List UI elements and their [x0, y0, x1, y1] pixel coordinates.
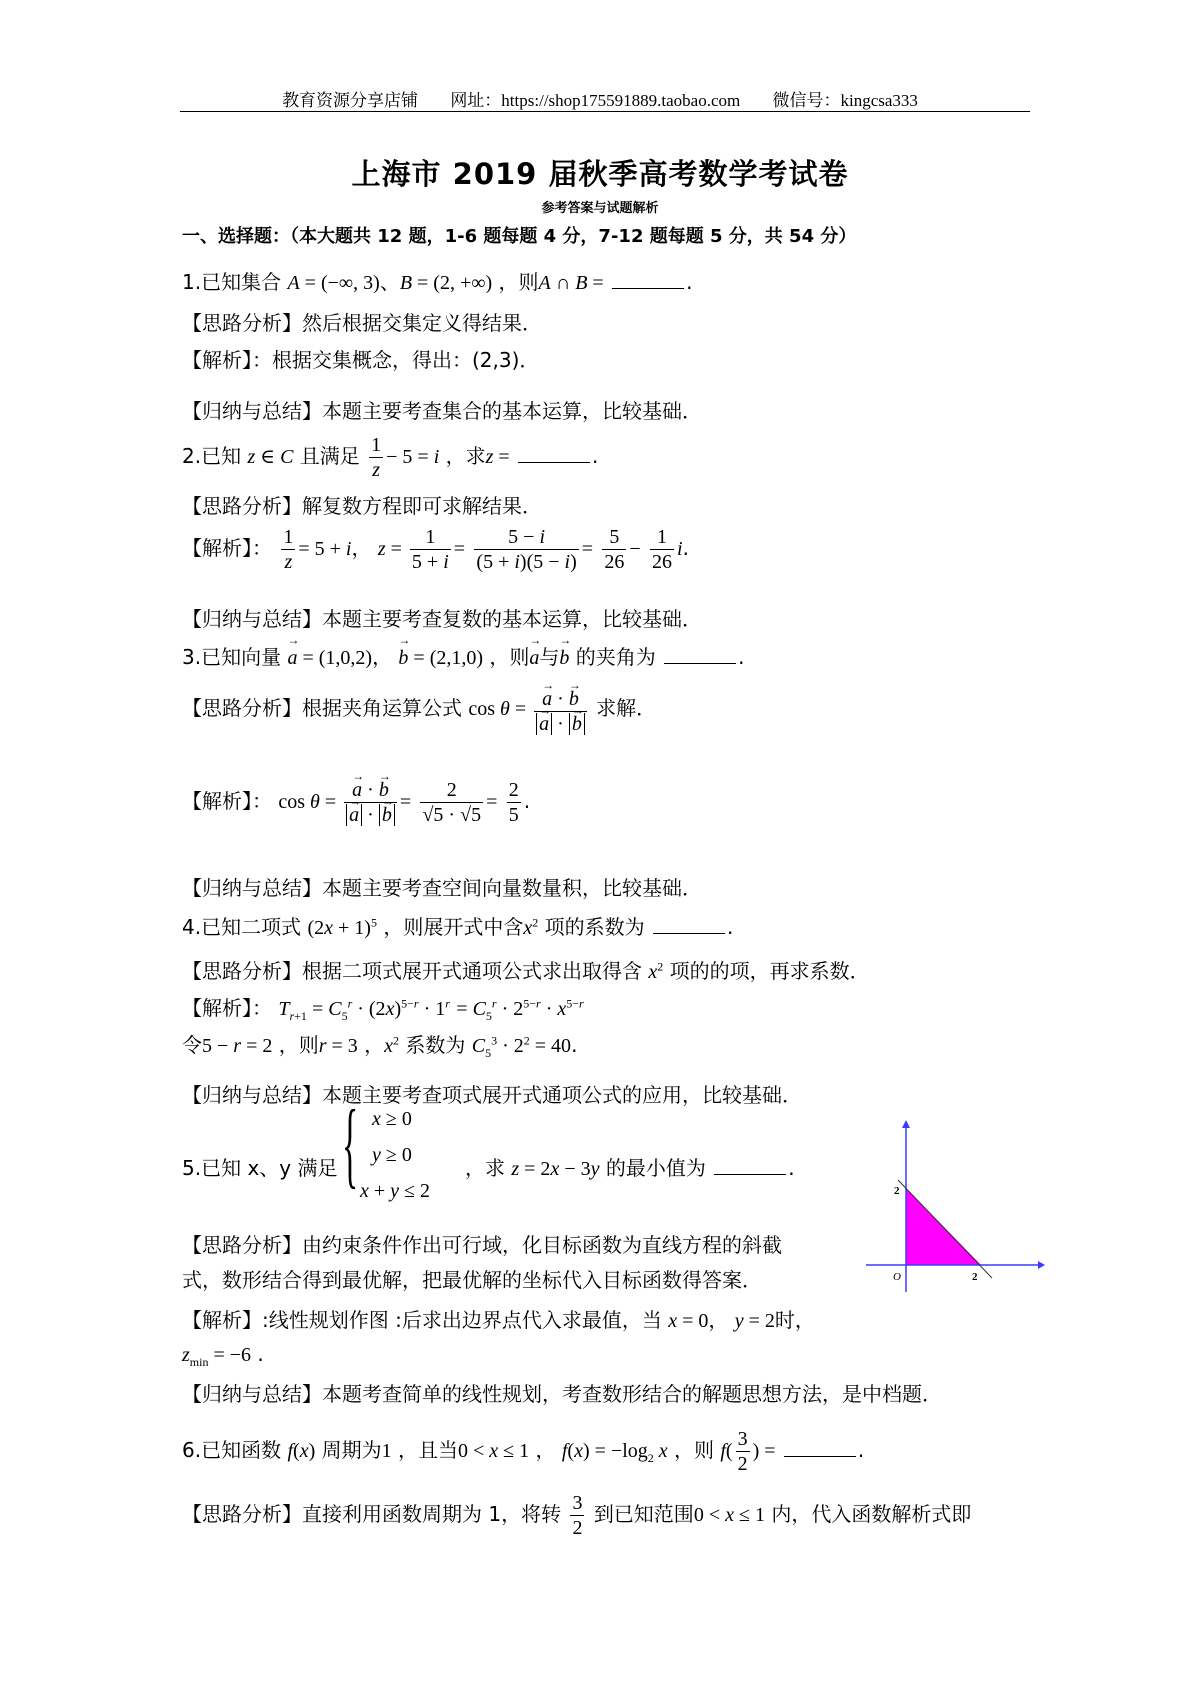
y-axis-arrow [902, 1120, 910, 1128]
q4-summary: 【归纳与总结】本题主要考查项式展开式通项公式的应用，比较基础． [182, 1083, 802, 1107]
q6-stem: 6.已知函数 f(x) 周期为1 ，且当0 < x ≤ 1 ， $f(x) = -\log_2$ x ，则 f( $\frac{3}{2}$ ) = . [182, 1428, 865, 1475]
q5-stem: 5.已知 x、y 满足 [182, 1156, 338, 1180]
q4-solution-line2: 令5 − r = 2 ，则r = 3 ，$x^2$ 系数为 $C_5^3 \cdot 2^2 = 40$. [182, 1033, 578, 1060]
q3-stem: 3.已知向量 → a = (1,0,2)， → b = (2,1,0) ，则→ a与→ b 的夹角为 . [182, 641, 744, 670]
answer-blank [784, 1455, 856, 1457]
q5-analysis: 【思路分析】由约束条件作出可行域，化目标函数为直线方程的斜截 [182, 1233, 782, 1257]
q3-summary: 【归纳与总结】本题主要考查空间向量数量积，比较基础． [182, 876, 702, 900]
q1-stem: 1.已知集合 A = (−∞, 3)、B = (2, +∞) ，则A ∩ B = . [182, 270, 693, 294]
x-tick-label: 2 [972, 1271, 978, 1283]
q5-stem-tail: ，求 z = 2x − 3y 的最小值为 . [465, 1156, 795, 1180]
answer-blank [653, 932, 725, 934]
brace: { [342, 1090, 359, 1197]
q2-solution: 【解析】： $\frac{1}{z}$ = 5 + i， z = $\frac{1}{5 + i}$ = $\frac{5 - i}{(5 + i)(5 - i)}$ = $\frac{5}{26}$ − $\frac{1}{26}$ i. [182, 526, 689, 573]
answer-blank [664, 662, 736, 664]
feasible-region-graph [860, 1120, 1045, 1295]
origin-label: O [893, 1271, 901, 1283]
q1-summary: 【归纳与总结】本题主要考查集合的基本运算，比较基础． [182, 399, 702, 423]
answer-blank [518, 461, 590, 463]
q1-solution: 【解析】：根据交集概念，得出：(2,3)． [182, 348, 540, 372]
page-subtitle: 参考答案与试题解析 [541, 201, 659, 216]
q5-solution: 【解析】:线性规划作图 :后求出边界点代入求最值，当 x = 0， y = 2时， [182, 1308, 815, 1332]
q6-analysis: 【思路分析】直接利用函数周期为 1，将转 $\frac{3}{2}$ 到已知范围0 < x ≤ 1 内，代入函数解析式即 [182, 1492, 972, 1539]
y-tick-label: 2 [894, 1185, 900, 1197]
header-wechat: 微信号：kingcsa333 [772, 91, 918, 110]
q2-summary: 【归纳与总结】本题主要考查复数的基本运算，比较基础． [182, 607, 702, 631]
q2-analysis: 【思路分析】解复数方程即可求解结果． [182, 494, 542, 518]
header-rule [180, 111, 1030, 112]
q5-analysis-2: 式，数形结合得到最优解，把最优解的坐标代入目标函数得答案． [182, 1268, 762, 1292]
page-header [0, 86, 1200, 111]
q5-solution-2: $z_{min} = -6$ . [182, 1342, 264, 1369]
q3-solution: 【解析】： cos θ = → a · → b → a · → b = $\frac{2}{√5 \cdot √5}$ = $\frac{2}{5}$ . [182, 778, 530, 827]
page-title: 上海市 2019 届秋季高考数学考试卷 [351, 157, 849, 191]
x-axis-arrow [1038, 1261, 1045, 1269]
q1-analysis: 【思路分析】然后根据交集定义得结果． [182, 311, 542, 335]
q4-stem: 4.已知二项式 $(2x + 1)^5$ ，则展开式中含$x^2$ 项的系数为 . [182, 915, 734, 939]
q3-analysis: 【思路分析】根据夹角运算公式 cos θ = → a · → b → a · → b 求解． [182, 683, 656, 736]
q5-summary: 【归纳与总结】本题考查简单的线性规划，考查数形结合的解题思想方法，是中档题． [182, 1382, 942, 1406]
header-site: 网址：https://shop175591889.taobao.com [450, 91, 741, 110]
answer-blank [714, 1173, 786, 1175]
q4-solution: 【解析】： $T_{r+1} = C_5^r \cdot (2x)^{5-r} \cdot 1^r = C_5^r \cdot 2^{5-r} \cdot x^{5-r}$ [182, 996, 584, 1023]
answer-blank [612, 287, 684, 289]
q4-analysis: 【思路分析】根据二项式展开式通项公式求出取得含 $x^2$ 项的的项，再求系数． [182, 959, 870, 983]
q2-stem: 2.已知 z ∈ C 且满足 $\frac{1}{z}$ − 5 = i ，求z = . [182, 434, 599, 481]
section-heading: 一、选择题：（本大题共 12 题，1-6 题每题 4 分，7-12 题每题 5 分，共 54 分） [182, 226, 857, 247]
header-shop: 教育资源分享店铺 [282, 91, 419, 110]
